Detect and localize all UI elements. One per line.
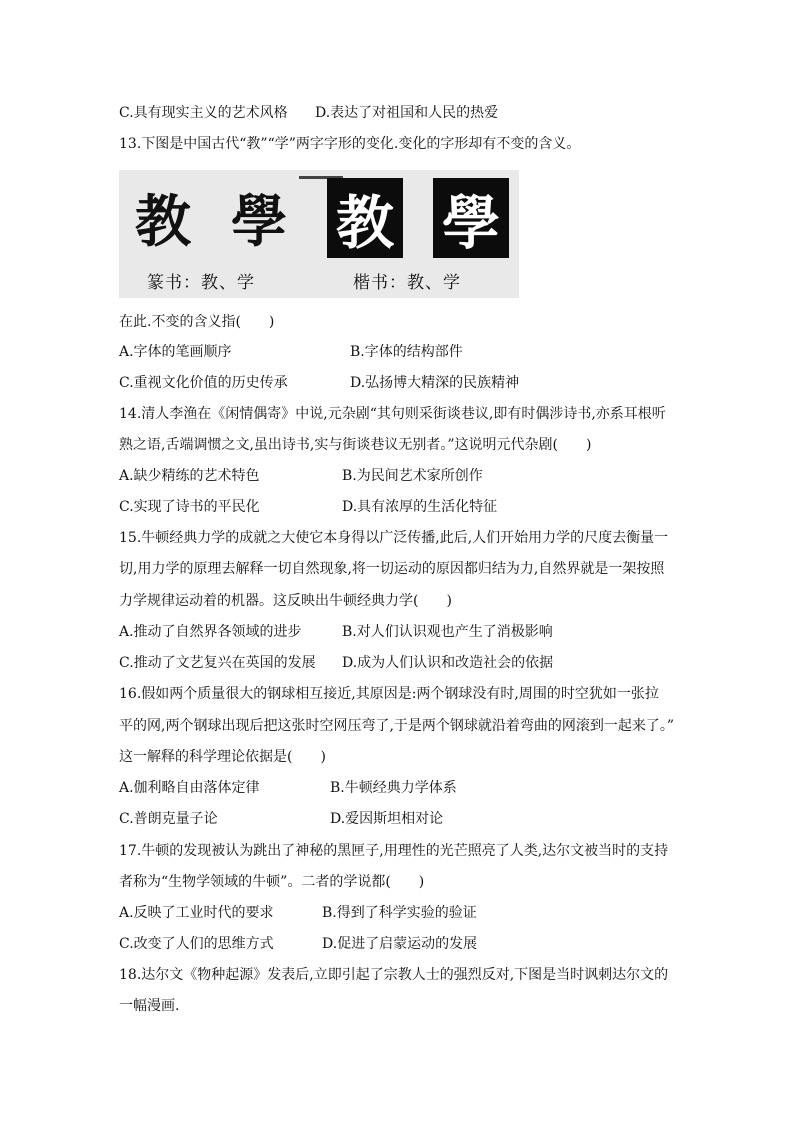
- q14-option-a: A.缺少精练的艺术特色: [119, 468, 260, 484]
- q16-option-b: B.牛顿经典力学体系: [330, 780, 457, 796]
- q16-stem-line2: 平的网,两个钢球出现后把这张时空网压弯了,于是两个钢球就沿着弯曲的网滚到一起来了。”: [119, 718, 675, 734]
- q15-option-c: C.推动了文艺复兴在英国的发展: [119, 655, 316, 671]
- q14-stem-line1: 14.清人李渔在《闲情偶寄》中说,元杂剧“其句则采街谈巷议,即有时偶涉诗书,亦系耳根听: [119, 406, 666, 422]
- q15-option-a: A.推动了自然界各领域的进步: [119, 624, 302, 640]
- kai-char-xue: 學: [433, 178, 509, 258]
- q13-option-b: B.字体的结构部件: [350, 344, 463, 360]
- q15-stem-line1: 15.牛顿经典力学的成就之大使它本身得以广泛传播,此后,人们开始用力学的尺度去衡量一: [119, 530, 669, 546]
- q16-stem-line1: 16.假如两个质量很大的钢球相互接近,其原因是:两个钢球没有时,周围的时空犹如一张拉: [119, 686, 659, 702]
- q17-option-a: A.反映了工业时代的要求: [119, 905, 274, 921]
- caption-seal: 篆书：教、学: [147, 273, 255, 293]
- q16-option-d: D.爱因斯坦相对论: [330, 811, 444, 827]
- q13-question: 在此.不变的含义指( ): [119, 314, 275, 330]
- q12-option-c: C.具有现实主义的艺术风格: [119, 105, 288, 121]
- q17-option-b: B.得到了科学实验的验证: [322, 905, 477, 921]
- q18-stem-line1: 18.达尔文《物种起源》发表后,立即引起了宗教人士的强烈反对,下图是当时讽刺达尔文的: [119, 967, 669, 983]
- q13-option-a: A.字体的笔画顺序: [119, 344, 232, 360]
- q16-option-c: C.普朗克量子论: [119, 811, 218, 827]
- q13-stem: 13.下图是中国古代“教”“学”两字字形的变化.变化的字形却有不变的含义。: [119, 136, 581, 152]
- caption-kai: 楷书：教、学: [353, 273, 461, 293]
- q17-option-c: C.改变了人们的思维方式: [119, 936, 274, 952]
- q15-option-d: D.成为人们认识和改造社会的依据: [342, 655, 554, 671]
- q17-option-d: D.促进了启蒙运动的发展: [322, 936, 478, 952]
- q16-option-a: A.伽利略自由落体定律: [119, 780, 260, 796]
- q17-stem-line1: 17.牛顿的发现被认为跳出了神秘的黑匣子,用理性的光芒照亮了人类,达尔文被当时的支持: [119, 843, 669, 859]
- q15-stem-line3: 力学规律运动着的机器。这反映出牛顿经典力学( ): [119, 593, 452, 609]
- q14-option-b: B.为民间艺术家所创作: [342, 468, 483, 484]
- q13-option-c: C.重视文化价值的历史传承: [119, 375, 288, 391]
- q14-option-c: C.实现了诗书的平民化: [119, 499, 260, 515]
- kai-char-jiao: 教: [327, 178, 403, 258]
- q15-stem-line2: 切,用力学的原理去解释一切自然现象,将一切运动的原因都归结为力,自然界就是一架按照: [119, 561, 665, 577]
- calligraphy-figure: [119, 170, 519, 298]
- q18-stem-line2: 一幅漫画.: [119, 998, 180, 1014]
- q15-option-b: B.对人们认识观也产生了消极影响: [342, 624, 553, 640]
- q14-stem-line2: 熟之语,舌端调惯之文,虽出诗书,实与街谈巷议无别者。”这说明元代杂剧( ): [119, 437, 592, 453]
- q17-stem-line2: 者称为“生物学领域的牛顿”。二者的学说都( ): [119, 874, 425, 890]
- q12-option-d: D.表达了对祖国和人民的热爱: [315, 105, 499, 121]
- seal-char-jiao: 教: [135, 189, 191, 255]
- q14-option-d: D.具有浓厚的生活化特征: [342, 499, 498, 515]
- seal-char-xue: 學: [231, 189, 287, 255]
- q16-stem-line3: 这一解释的科学理论依据是( ): [119, 749, 326, 765]
- q13-option-d: D.弘扬博大精深的民族精神: [350, 375, 520, 391]
